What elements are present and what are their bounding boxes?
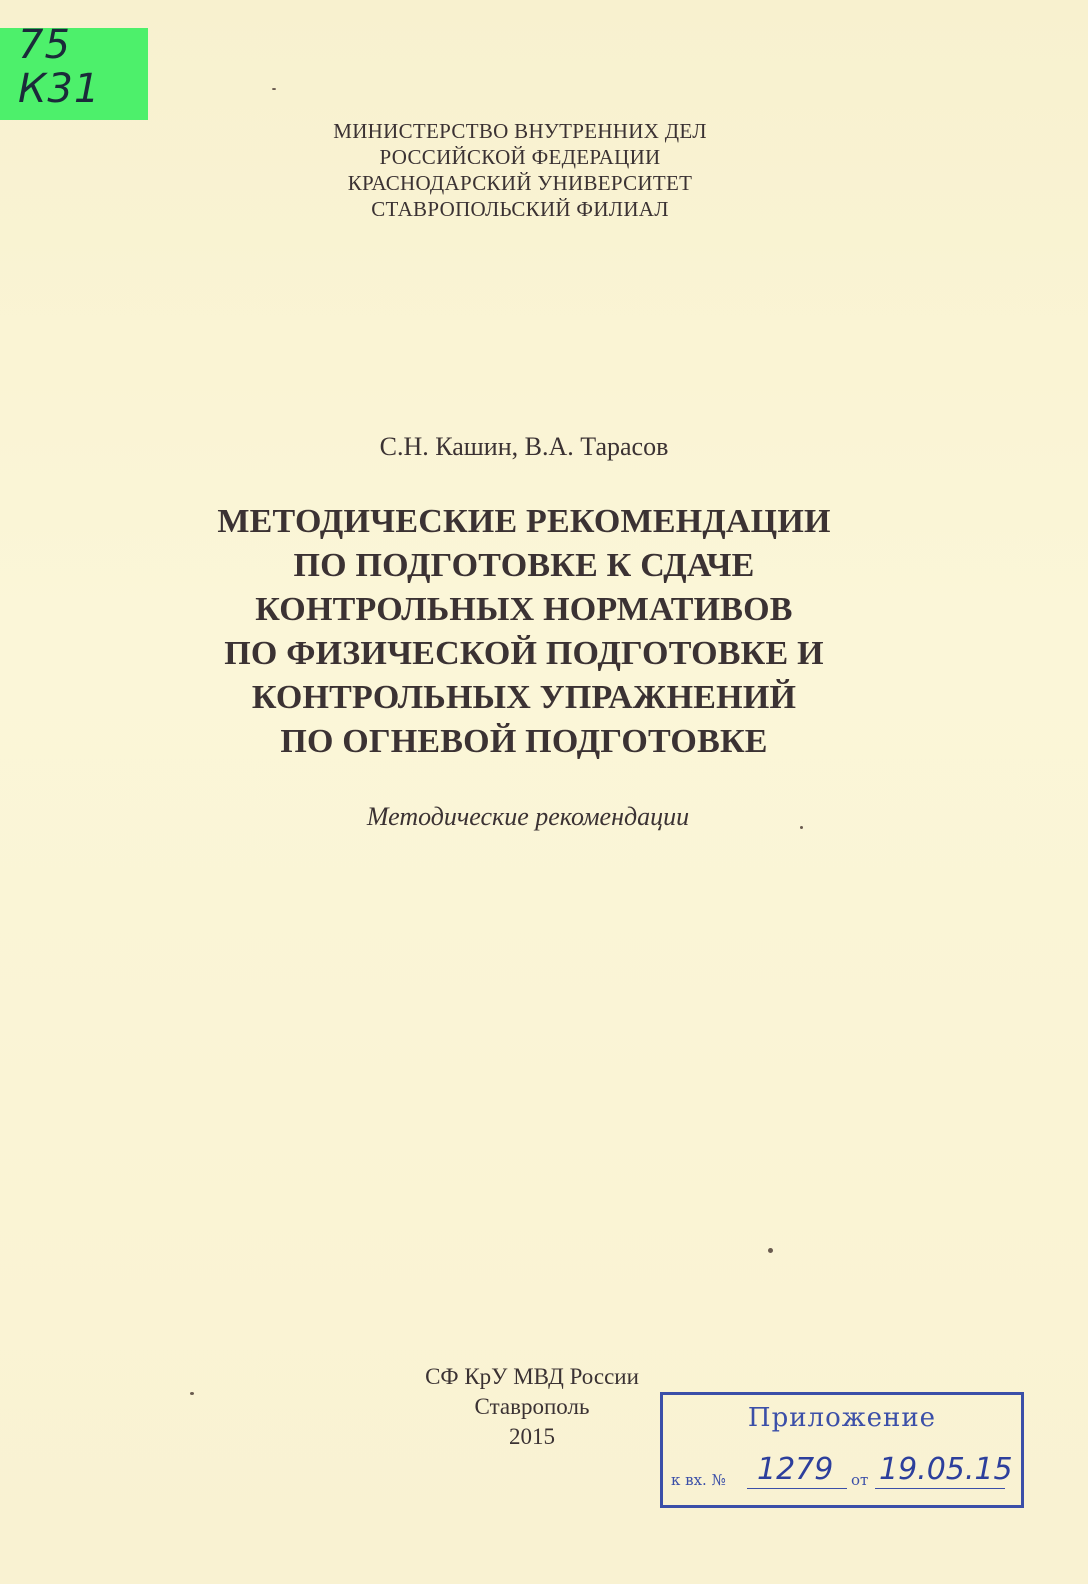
institution-header <box>0 118 1040 222</box>
authors: С.Н. Кашин, В.А. Тарасов <box>379 432 669 461</box>
header-line: РОССИЙСКОЙ ФЕДЕРАЦИИ <box>379 145 661 169</box>
registration-stamp <box>660 1392 1024 1508</box>
paper-speck <box>768 1248 773 1253</box>
title-line: ПО ПОДГОТОВКЕ К СДАЧЕ <box>293 547 755 584</box>
paper-speck <box>272 88 276 90</box>
city: Ставрополь <box>474 1394 590 1419</box>
stamp-number: 1279 <box>757 1452 834 1487</box>
title-line: ПО ФИЗИЧЕСКОЙ ПОДГОТОВКЕ И <box>224 635 824 672</box>
header-line: СТАВРОПОЛЬСКИЙ ФИЛИАЛ <box>371 197 669 221</box>
year: 2015 <box>509 1424 555 1449</box>
stamp-title: Приложение <box>747 1403 937 1433</box>
stamp-number-underline <box>747 1488 847 1489</box>
title-line: ПО ОГНЕВОЙ ПОДГОТОВКЕ <box>280 723 768 760</box>
stamp-date-underline <box>875 1488 1005 1489</box>
stamp-prefix: к вх. № <box>671 1471 726 1489</box>
sticker-code-line2: К31 <box>18 66 101 112</box>
sticker-code-line1: 75 <box>18 22 71 68</box>
publisher: СФ КрУ МВД России <box>425 1364 639 1389</box>
stamp-date: 19.05.15 <box>879 1452 1013 1487</box>
title-line: МЕТОДИЧЕСКИЕ РЕКОМЕНДАЦИИ <box>217 503 831 540</box>
document-title <box>0 500 1048 764</box>
header-line: МИНИСТЕРСТВО ВНУТРЕННИХ ДЕЛ <box>333 119 707 143</box>
document-subtitle: Методические рекомендации <box>366 802 690 831</box>
title-line: КОНТРОЛЬНЫХ НОРМАТИВОВ <box>255 591 793 628</box>
library-shelf-sticker <box>0 22 148 120</box>
title-line: КОНТРОЛЬНЫХ УПРАЖНЕНИЙ <box>251 679 797 716</box>
paper-speck <box>800 826 803 829</box>
paper-speck <box>190 1392 194 1395</box>
header-line: КРАСНОДАРСКИЙ УНИВЕРСИТЕТ <box>347 171 693 195</box>
stamp-ot-label: от <box>851 1471 869 1489</box>
stamp-registration-row <box>671 1453 1011 1489</box>
